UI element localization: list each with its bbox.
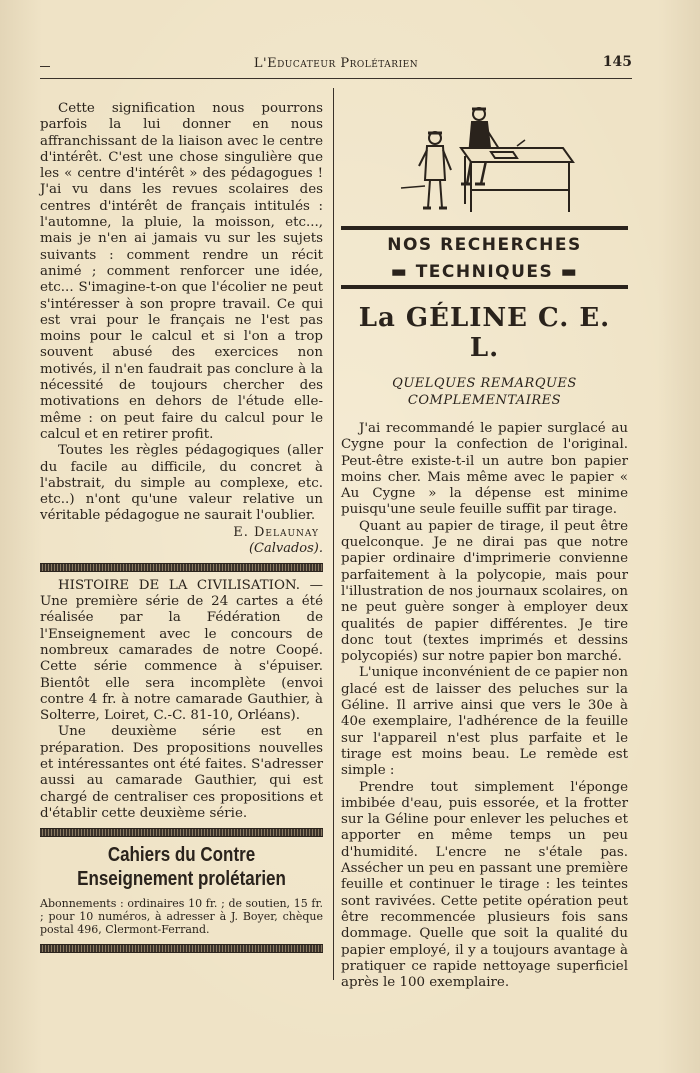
- subtitle-line-2: COMPLEMENTAIRES: [407, 393, 562, 408]
- geline-paragraph-3: L'unique inconvénient de ce papier non glacé est de laisser des peluches sur la Géline. Il arrive ainsi que vers le 30e à 40e exemplaire, l'adhérence de la feuille sur l'appareil n'est plus parfaite et le tirage est moins beau. Le remède est simple :: [341, 665, 628, 779]
- signature-block: [40, 525, 323, 557]
- subtitle-line-1: QUELQUES REMARQUES: [392, 376, 577, 391]
- signature-place: (Calvados).: [248, 540, 323, 556]
- cahiers-subscription-text: Abonnements : ordinaires 10 fr. ; de soutien, 15 fr. ; pour 10 numéros, à adresser à J. Boyer, chèque postal 496, Clermont-Ferrand.: [40, 897, 323, 937]
- geline-paragraph-2: Quant au papier de tirage, il peut être quelconque. Je ne dirai pas que notre papier ordinaire d'imprimerie convienne parfaitement à la polycopie, mais pour l'illustration de nos journaux scolaires, on ne peut guère songer à employer deux qualités de papier différentes. Je tire donc tout (textes imprimés et dessins polycopiés) sur notre papier bon marché.: [341, 518, 628, 665]
- histoire-paragraph-2: Une deuxième série est en préparation. Des propositions nouvelles et intéressantes ont été faites. S'adresser aussi au camarade Gauthier, qui est chargé de centraliser ces propositions et d'établir cette deuxième série.: [40, 724, 323, 821]
- geline-paragraph-4: Prendre tout simplement l'éponge imbibée d'eau, puis essorée, et la frotter sur la Géline pour enlever les peluches et apporter en même temps un peu d'humidité. L'encre ne s'étale pas. Assécher un peu en passant une première feuille et continuer le tirage : les teintes sont ravivées. Cette petite opération peut être recommencée plusieurs fois sans dommage. Quelle que soit la qualité du papier employé, il y a toujours avantage à pratiquer ce rapide nettoyage superficiel après le 100 exemplaire.: [341, 779, 628, 991]
- column-divider: [333, 88, 334, 980]
- tech-heading-text: TECHNIQUES: [415, 262, 554, 282]
- section-rule: [40, 563, 323, 572]
- tech-heading-line-1: NOS RECHERCHES: [387, 235, 582, 255]
- cahiers-title: Cahiers du Contre Enseignement prolétarien: [77, 844, 286, 891]
- histoire-heading: HISTOIRE DE LA CIVILISATION.: [58, 577, 301, 593]
- histoire-paragraph: [40, 578, 323, 725]
- right-column: [341, 100, 628, 991]
- histoire-text: — Une première série de 24 cartes a été réalisée par la Fédération de l'Enseignement avec le concours de nombreux camarades de notre Coopé. Cette série commence à s'épuiser. Bientôt elle sera incomplète (envoi contre 4 fr. à notre camarade Gauthier, à Solterre, Loiret, C.-C. 81-10, Orléans).: [40, 577, 323, 724]
- article-title: La GÉLINE C. E. L.: [358, 303, 611, 363]
- geline-paragraph-1: J'ai recommandé le papier surglacé au Cygne pour la confection de l'original. Peut-être existe-t-il un autre bon papier moins cher. Mais même avec le papier « Au Cygne » la dépense est minime puisqu'une seule feuille suffit par tirage.: [341, 421, 628, 518]
- article-paragraph-2: Toutes les règles pédagogiques (aller du facile au difficile, du concret à l'abstrait, du simple au complexe, etc. etc..) n'ont qu'une valeur relative un véritable pédagogue ne saurait l'oublier.: [40, 443, 323, 524]
- running-header: [40, 52, 632, 79]
- illustration-drawing: [341, 100, 628, 225]
- printing-press-workers-illustration: [341, 100, 628, 225]
- section-rule: [40, 944, 323, 953]
- left-column: [40, 101, 323, 959]
- tech-heading-line-2: ▬ TECHNIQUES ▬: [390, 262, 579, 282]
- tech-rule-top: [341, 226, 628, 230]
- article-subtitle: [341, 375, 628, 409]
- journal-title: L'Educateur Prolétarien: [253, 56, 419, 71]
- tech-rule-bottom: [341, 285, 628, 289]
- article-paragraph-1: Cette signification nous pourrons parfois la lui donner en nous affranchissant de la liaison avec le centre d'intérêt. C'est une chose singulière que les « centre d'intérêt » des pédagogues ! J'ai vu dans les revues scolaires des centres d'intérêt de français intitulés : l'automne, la pluie, la moisson, etc..., mais je n'en ai jamais vu sur les sujets suivants : comment rendre un récit animé ; comment renforcer une idée, etc... S'imagine-t-on que l'écolier ne peut s'intéresser à son propre travail. Ce qui est vrai pour le français ne l'est pas moins pour le calcul et si l'on a trop souvent abusé des exercices non motivés, il n'en faudrait pas conclure à la nécessité de toujours chercher des motivations en dehors de l'étude elle-même : on peut faire du calcul pour le calcul et en retirer profit.: [40, 101, 323, 442]
- page-number: 145: [602, 54, 632, 70]
- signature-name: E. Delaunay: [233, 524, 319, 540]
- section-rule: [40, 828, 323, 837]
